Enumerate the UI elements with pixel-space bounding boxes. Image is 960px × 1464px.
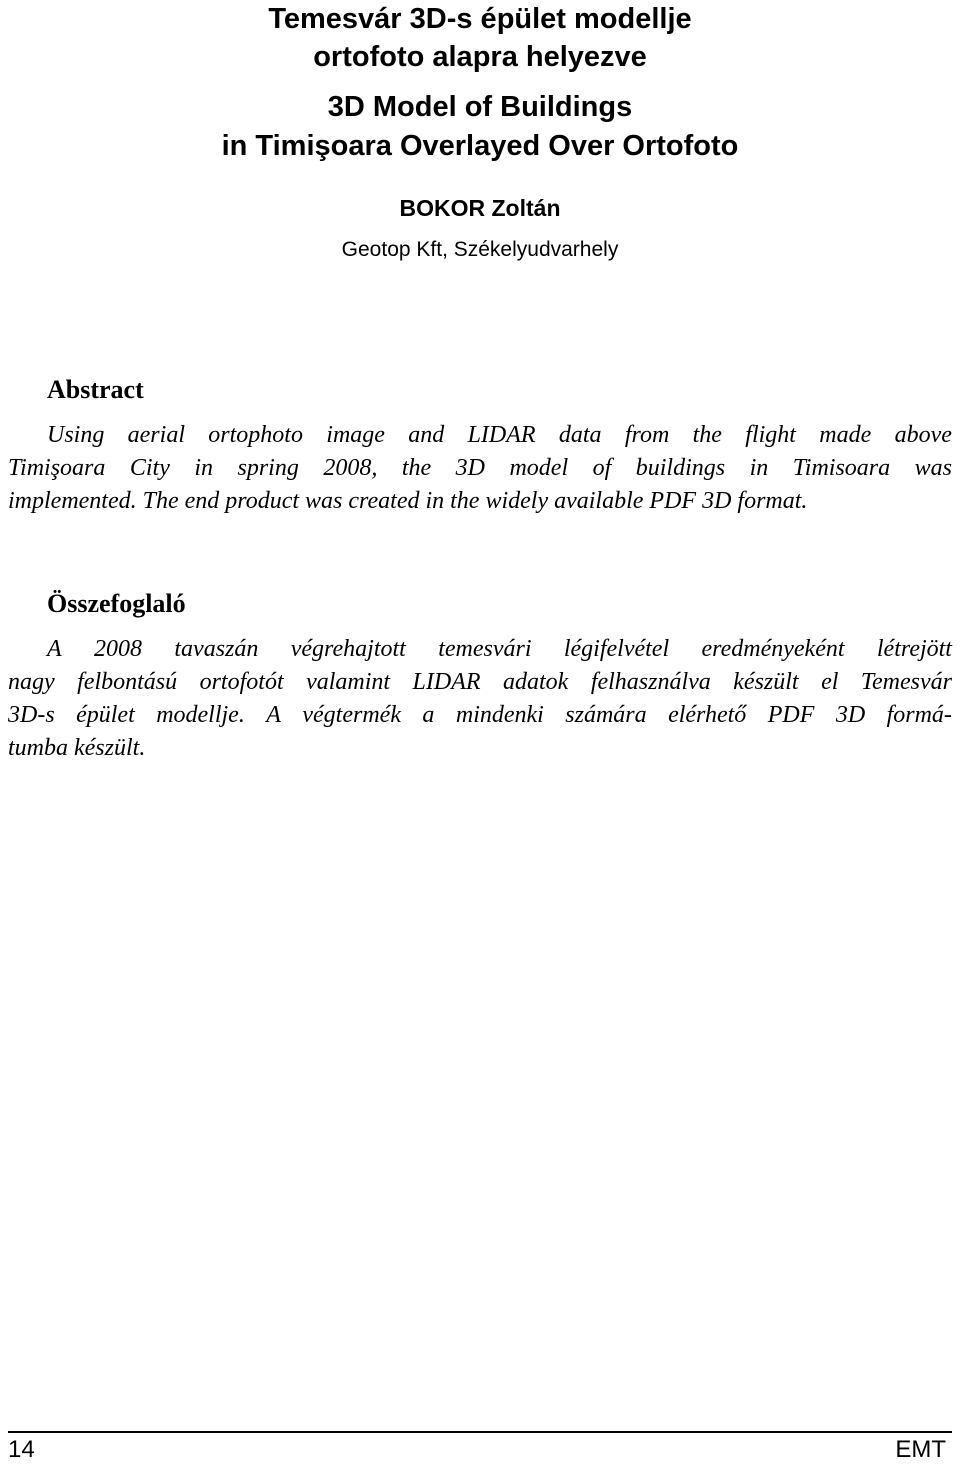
word: nagy: [8, 669, 55, 695]
word: and: [408, 422, 445, 448]
summary-line: [8, 699, 952, 732]
word: ortophoto: [208, 422, 303, 448]
abstract-heading: Abstract: [47, 375, 144, 404]
word: from: [624, 422, 670, 448]
word: buildings: [635, 455, 726, 481]
word: 2008,: [323, 455, 378, 481]
english-title-line-2: in Timişoara Overlayed Over Ortofoto: [221, 130, 739, 162]
word: of: [592, 455, 612, 481]
abstract-line: [8, 419, 952, 452]
word: valamint: [306, 669, 391, 695]
word: modellje.: [156, 702, 245, 728]
summary-line: tumba készült.: [8, 735, 146, 761]
word: Timisoara: [792, 455, 891, 481]
hungarian-title-line-1: Temesvár 3D-s épület modellje: [268, 3, 692, 35]
word: Timişoara: [8, 455, 106, 481]
word: flight: [745, 422, 796, 448]
word: A: [47, 636, 62, 662]
english-title-line-1: 3D Model of Buildings: [327, 91, 633, 123]
word: Temesvár: [860, 669, 952, 695]
word: a: [422, 702, 435, 728]
word: felbontású: [77, 669, 178, 695]
word: spring: [237, 455, 299, 481]
word: el: [821, 669, 839, 695]
abstract-line: implemented. The end product was created in the widely available PDF 3D format.: [8, 488, 808, 514]
word: 3D-s: [8, 702, 55, 728]
word: 3D: [455, 455, 485, 481]
footer-rule: [8, 1431, 952, 1433]
word: above: [894, 422, 952, 448]
summary-line: [8, 666, 952, 699]
word: the: [401, 455, 432, 481]
word: made: [819, 422, 872, 448]
page-number: 14: [8, 1436, 35, 1463]
summary-line: [8, 633, 952, 666]
word: végrehajtott: [290, 636, 406, 662]
word: 2008: [94, 636, 143, 662]
word: in: [194, 455, 214, 481]
summary-heading: Összefoglaló: [47, 589, 186, 618]
abstract-line: [8, 452, 952, 485]
author-affiliation: Geotop Kft, Székelyudvarhely: [341, 238, 619, 261]
word: légifelvétel: [563, 636, 670, 662]
word: LIDAR: [467, 422, 536, 448]
word: aerial: [127, 422, 185, 448]
word: elérhető: [668, 702, 747, 728]
abstract-body: [8, 419, 952, 518]
author-name: BOKOR Zoltán: [399, 195, 561, 221]
word: 3D: [835, 702, 866, 728]
journal-name: EMT: [895, 1436, 946, 1463]
word: eredményeként: [701, 636, 845, 662]
word: temesvári: [438, 636, 532, 662]
word: model: [509, 455, 569, 481]
word: épület: [76, 702, 135, 728]
word: the: [692, 422, 722, 448]
word: számára: [565, 702, 647, 728]
word: PDF: [767, 702, 815, 728]
summary-body: [8, 633, 952, 765]
word: in: [749, 455, 769, 481]
word: végtermék: [302, 702, 401, 728]
word: mindenki: [455, 702, 544, 728]
word: készült: [733, 669, 799, 695]
word: Using: [47, 422, 105, 448]
word: formá-: [886, 702, 952, 728]
word: data: [558, 422, 602, 448]
word: image: [326, 422, 385, 448]
hungarian-title-line-2: ortofoto alapra helyezve: [313, 41, 647, 73]
word: létrejött: [876, 636, 952, 662]
word: City: [129, 455, 170, 481]
word: adatok: [503, 669, 569, 695]
english-title: [0, 88, 960, 166]
word: was: [914, 455, 952, 481]
word: LIDAR: [412, 669, 481, 695]
word: tavaszán: [174, 636, 259, 662]
word: A: [266, 702, 281, 728]
hungarian-title: [0, 0, 960, 76]
word: felhasználva: [590, 669, 711, 695]
word: ortofotót: [199, 669, 284, 695]
